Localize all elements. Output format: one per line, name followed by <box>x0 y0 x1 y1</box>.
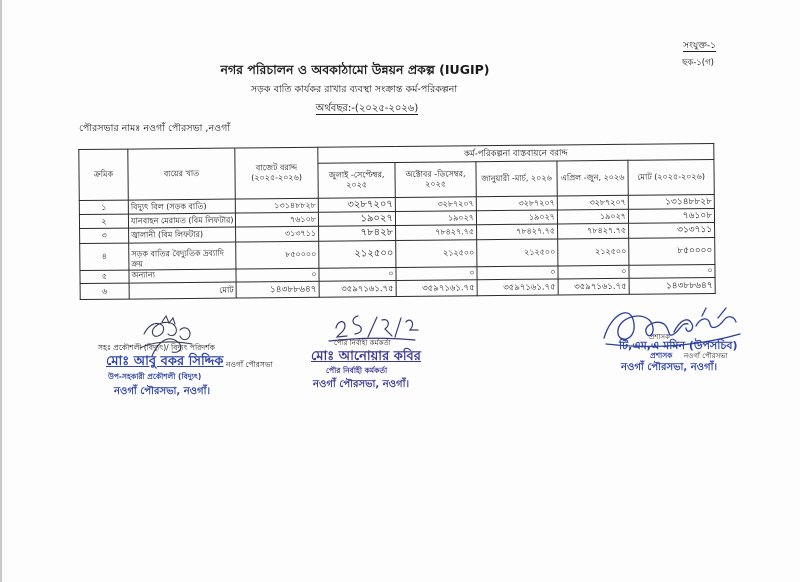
cell-expense-head: জ্বালানী (বিম লিফটার) <box>129 227 236 243</box>
cell-q1: ০ <box>319 268 396 282</box>
cell-budget: ০ <box>236 268 319 282</box>
header-q4: এপ্রিল -জুন, ২০২৬ <box>557 160 628 196</box>
header-expense-head: ব্যয়ের খাত <box>128 148 235 200</box>
right-stamp-name: টি,এম,এ মমিন (উপসচিব) <box>619 339 738 352</box>
cell-q3: ৩৫৯৭১৬১.৭৫ <box>477 279 558 296</box>
left-printed-designation: সহঃ প্রকৌশলী (বিদ্যুৎ)/ বিদ্যুৎ পরিদর্শক <box>98 343 215 352</box>
left-stamp-office: নওগাঁ পৌরসভা, নওগাঁ। <box>114 386 211 397</box>
header-q2: অক্টোবর -ডিসেম্বর, ২০২৫ <box>395 162 476 198</box>
cell-total: ১৪৩৮৮৬৪৭ <box>629 277 715 294</box>
municipality-name: পৌরসভার নামঃ নওগাঁ পৌরসভা ,নওগাঁ <box>79 123 231 134</box>
right-stamp-designation: প্রশাসক <box>650 351 673 360</box>
cell-serial: ২ <box>79 214 128 228</box>
cell-q3: ৩২৮৭২০৭ <box>476 196 557 211</box>
fiscal-year <box>257 103 477 115</box>
middle-stamp-designation: পৌর নির্বাহী কর্মকর্তা <box>326 366 388 375</box>
cell-q4: ২১২৫০০ <box>558 238 629 266</box>
cell-budget: ৮৫০০০০ <box>236 241 319 269</box>
cell-q2: ৭৮৪২৭.৭৫ <box>396 225 477 241</box>
annex-label <box>632 41 716 51</box>
cell-q4: ৩২৮৭২০৭ <box>557 195 628 210</box>
middle-signature <box>329 316 418 341</box>
header-q3: জানুয়ারী -মার্চ, ২০২৬ <box>476 161 557 197</box>
annex-text: সংযুক্ত-১ <box>683 41 716 51</box>
cell-q1: ১৯০২৭ <box>318 212 395 227</box>
cell-q2: ৩২৮৭২০৭ <box>395 197 476 212</box>
cell-total: ০ <box>629 264 715 278</box>
cell-serial: ৬ <box>80 283 129 299</box>
cell-total: ৩১৩৭১১ <box>629 222 715 238</box>
right-printed-office: নওগাঁ পৌরসভা <box>684 352 728 360</box>
cell-q2: ০ <box>396 267 477 281</box>
cell-total: ১৩১৪৮৮২৮ <box>628 194 714 209</box>
header-total: মোট (২০২৫-২০২৬) <box>628 159 714 195</box>
cell-budget: ১৪৩৮৮৬৪৭ <box>236 281 319 298</box>
right-printed-designation: প্রশাসক <box>649 333 670 341</box>
cell-expense-head: যানবাহন মেরামত (বিম লিফটার) <box>128 213 235 228</box>
left-stamp-name: মোঃ আবু বকর সিদ্দিক <box>106 354 224 369</box>
middle-stamp-office: নওগাঁ পৌরসভা, নওগাঁ। <box>313 379 410 390</box>
cell-q1: ৩২৮৭২০৭ <box>318 198 395 213</box>
cell-q4: ৭৮৪২৭.৭৫ <box>558 223 629 239</box>
right-stamp-office: নওগাঁ পৌরসভা, নওগাঁ। <box>621 362 718 373</box>
cell-serial: ৫ <box>80 270 129 283</box>
cell-q3: ০ <box>477 266 558 280</box>
fiscal-year-text: অর্থবছর:-(২০২৫-২০২৬) <box>315 103 419 114</box>
cell-expense-head: অন্যান্য <box>129 269 236 283</box>
cell-q3: ৭৮৪২৭.৭৫ <box>477 224 558 240</box>
cell-q4: ১৯০২৭ <box>557 209 628 224</box>
cell-serial: ৪ <box>80 243 129 270</box>
cell-budget: ৭৬১০৮ <box>235 212 318 227</box>
cell-q4: ৩৫৯৭১৬১.৭৫ <box>558 278 629 295</box>
cell-q2: ১৯০২৭ <box>395 211 476 226</box>
cell-expense-head: বিদ্যুৎ বিল (সড়ক বাতি) <box>128 199 235 214</box>
cell-q3: ২১২৫০০ <box>477 239 558 267</box>
cell-q1: ৩৫৯৭১৬১.৭৫ <box>319 281 396 298</box>
cell-q4: ০ <box>558 265 629 279</box>
header-plan-group: কর্ম-পরিকল্পনা বাস্তবায়নে বরাদ্দ <box>318 143 714 163</box>
left-stamp-designation: উপ-সহকারী প্রকৌশলী (বিদ্যুৎ) <box>108 372 202 381</box>
left-printed-office: নওগাঁ পৌরসভা <box>226 360 273 369</box>
cell-q1: ৭৮৪২৮ <box>319 226 396 242</box>
middle-stamp-name: মোঃ আনোয়ার কবির <box>311 349 421 364</box>
header-serial: ক্রমিক <box>79 149 128 200</box>
project-title: নগর পরিচালন ও অবকাঠামো উন্নয়ন প্রকল্প (IUGIP) <box>220 62 490 77</box>
cell-q2: ২১২৫০০ <box>396 240 477 268</box>
cell-q1: ২১২৫০০ <box>319 241 396 269</box>
cell-serial: ৩ <box>80 228 129 243</box>
cell-budget: ৩১৩৭১১ <box>236 226 319 242</box>
cell-total: ৭৬১০৮ <box>628 208 714 223</box>
cell-expense-head: সড়ক বাতির বৈদ্যুতিক দ্রব্যাদি ক্রয় <box>129 242 236 270</box>
plan-subtitle: সড়ক বাতি কার্যকর রাখার ব্যবস্থা সংক্রান্ত কর্ম-পরিকল্পনা <box>250 84 458 95</box>
cell-total: ৮৫০০০০ <box>629 237 715 265</box>
cell-expense-head: মোট <box>129 282 236 299</box>
header-q1: জুলাই -সেপ্টেম্বর, ২০২৫ <box>318 163 395 199</box>
cell-budget: ১৩১৪৮৮২৮ <box>235 198 318 213</box>
cell-serial: ১ <box>79 200 128 214</box>
header-budget: বাজেট বরাদ্দ (২০২৫-২০২৬) <box>235 147 318 199</box>
cell-q2: ৩৫৯৭১৬১.৭৫ <box>396 280 477 297</box>
table-wrapper <box>78 143 714 300</box>
action-plan-table <box>78 143 715 300</box>
form-number: ছক-১(গ) <box>682 58 714 68</box>
middle-printed-designation: পৌর নির্বাহী কর্মকর্তা <box>334 339 391 347</box>
cell-q3: ১৯০২৭ <box>476 210 557 225</box>
